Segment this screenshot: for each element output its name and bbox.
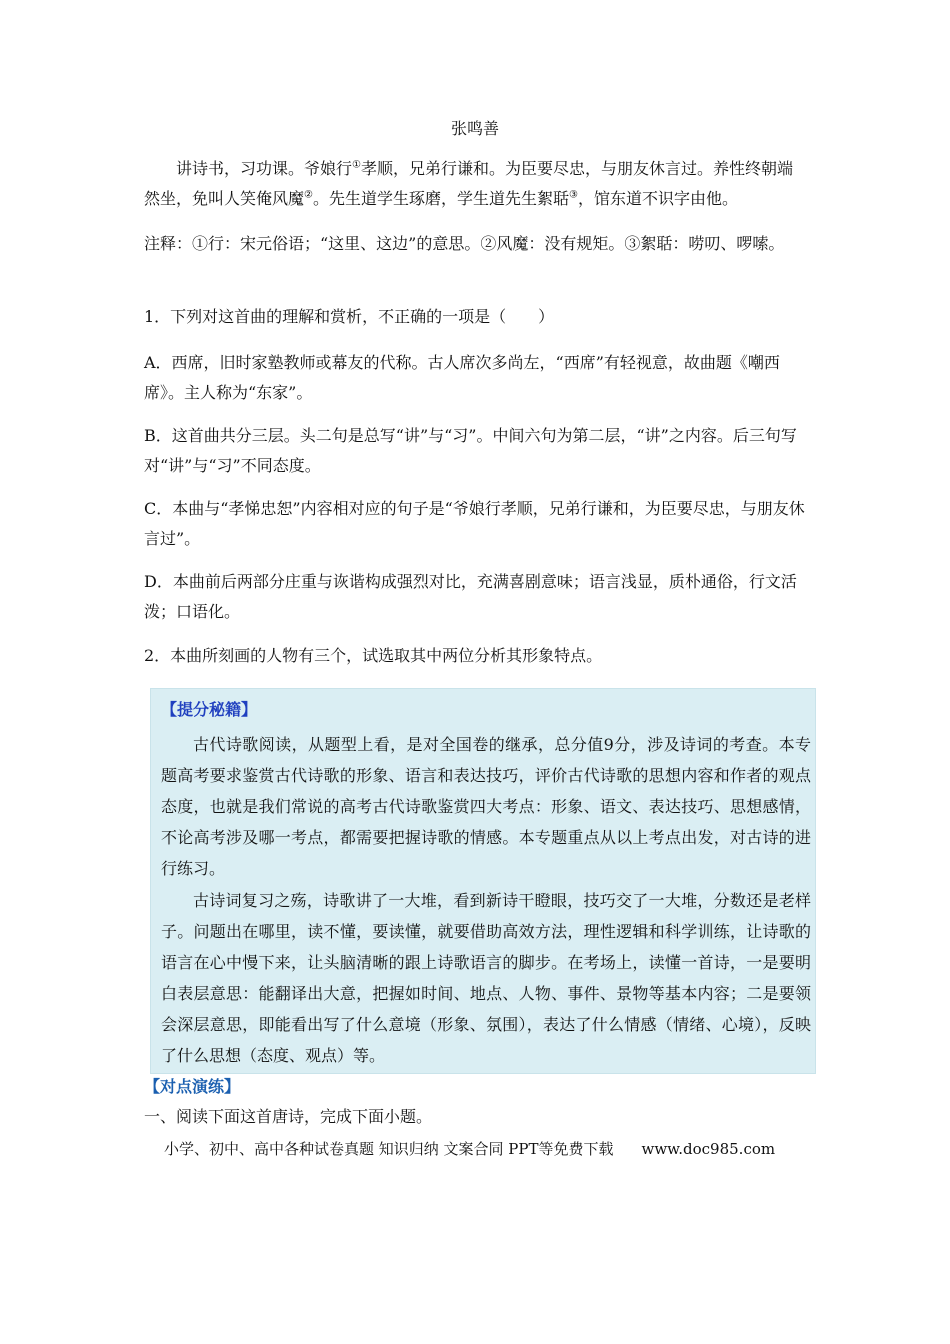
footnote-mark-1: ① [352, 159, 361, 171]
tip-box [150, 688, 816, 1074]
author-name: 张鸣善 [450, 119, 499, 138]
tip-paragraph-1: 古代诗歌阅读，从题型上看，是对全国卷的继承，总分值9分，涉及诗词的考查。本专题高考要求鉴赏古代诗歌的形象、语言和表达技巧，评价古代诗歌的思想内容和作者的观点态度，也就是我们常说的高考古代诗歌鉴赏四大考点：形象、语文、表达技巧、思想感情，不论高考涉及哪一考点，都需要把握诗歌的情感。本专题重点从以上考点出发，对古诗的进行练习。 [161, 735, 811, 878]
option-a: A．西席，旧时家塾教师或幕友的代称。古人席次多尚左，“西席”有轻视意，故曲题《嘲西席》。主人称为“东家”。 [144, 353, 780, 402]
tip-paragraph-2: 古诗词复习之殇，诗歌讲了一大堆，看到新诗干瞪眼，技巧交了一大堆，分数还是老样子。问题出在哪里，读不懂，要读懂，就要借助高效方法，理性逻辑和科学训练，让诗歌的语言在心中慢下来，让头脑清晰的跟上诗歌语言的脚步。在考场上，读懂一首诗，一是要明白表层意思：能翻译出大意，把握如时间、地点、人物、事件、景物等基本内容；二是要领会深层意思，即能看出写了什么意境（形象、氛围），表达了什么情感（情绪、心境），反映了什么思想（态度、观点）等。 [161, 891, 811, 1065]
tip-title: 【提分秘籍】 [161, 700, 258, 719]
poem-part-3: 。先生道学生琢磨，学生道先生絮聒 [312, 189, 569, 208]
question-1: 1．下列对这首曲的理解和赏析，不正确的一项是（ ） [144, 307, 555, 326]
question-2: 2．本曲所刻画的人物有三个，试选取其中两位分析其形象特点。 [144, 646, 603, 665]
footnote-mark-3: ③ [569, 189, 578, 201]
option-c: C．本曲与“孝悌忠恕”内容相对应的句子是“爷娘行孝顺，兄弟行谦和，为臣要尽忠，与朋友休言过”。 [144, 499, 805, 548]
footer-text: 小学、初中、高中各种试卷真题 知识归纳 文案合同 PPT等免费下载 [164, 1140, 614, 1158]
poem-part-1: 讲诗书，习功课。爷娘行 [176, 159, 353, 178]
section-one-heading: 一、阅读下面这首唐诗，完成下面小题。 [144, 1107, 433, 1126]
footer [164, 1138, 775, 1159]
footnote-mark-2: ② [304, 189, 313, 201]
poem-text [144, 154, 808, 214]
poem-part-4: ，馆东道不识字由他。 [577, 189, 738, 208]
footer-url: www.doc985.com [641, 1140, 776, 1158]
poem-part-2: 孝顺，兄弟行谦和。为臣要尽忠，与朋友休言过。养性终朝端然坐，免叫人笑俺风魔 [144, 159, 793, 208]
option-d: D．本曲前后两部分庄重与诙谐构成强烈对比，充满喜剧意味；语言浅显，质朴通俗，行文活泼；口语化。 [144, 572, 797, 621]
practice-title: 【对点演练】 [144, 1077, 241, 1096]
annotation: 注释：①行：宋元俗语；“这里、这边”的意思。②风魔：没有规矩。③絮聒：唠叨、啰嗦。 [144, 234, 785, 253]
option-b: B．这首曲共分三层。头二句是总写“讲”与“习”。中间六句为第二层，“讲”之内容。后三句写对“讲”与“习”不同态度。 [144, 426, 797, 475]
